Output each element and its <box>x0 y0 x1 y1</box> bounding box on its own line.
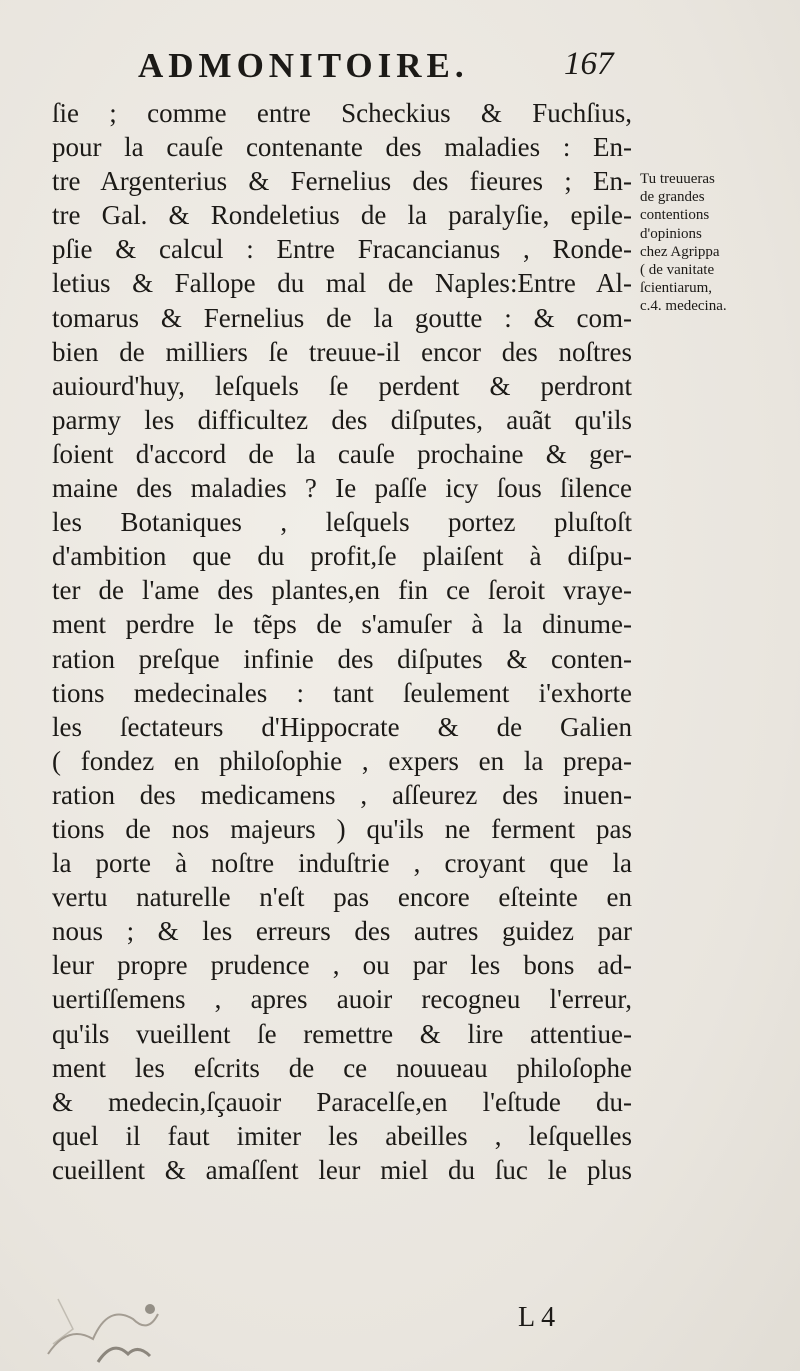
text-line: la porte à noſtre induſtrie , croyant que la <box>52 848 632 879</box>
text-line: les Botaniques , leſquels portez pluſtoſt <box>52 507 632 538</box>
text-line: & medecin,ſçauoir Paracelſe,en l'eſtude du- <box>52 1086 632 1117</box>
text-line: pour la cauſe contenante des maladies : En- <box>52 132 632 163</box>
text-line: quel il faut imiter les abeilles , leſquelles <box>52 1120 632 1151</box>
text-line: ter de l'ame des plantes,en fin ce ſeroit vraye- <box>52 575 632 606</box>
margin-note-line: chez Agrippa <box>640 243 720 260</box>
page-number: 167 <box>564 46 614 82</box>
text-line: maine des maladies ? Ie paſſe icy ſous ſilence <box>52 473 632 504</box>
text-line: pſie & calcul : Entre Fracancianus , Ronde- <box>52 234 632 265</box>
text-line: tions de nos majeurs ) qu'ils ne ferment pas <box>52 813 632 844</box>
margin-note-line: ſcientiarum, <box>640 280 713 297</box>
text-line: letius & Fallope du mal de Naples:Entre Al- <box>52 268 632 299</box>
text-line: tions medecinales : tant ſeulement i'exhorte <box>52 677 632 708</box>
text-line: ment perdre le tẽps de s'amuſer à la dinume- <box>52 609 632 640</box>
text-line: auiourd'huy, leſquels ſe perdent & perdront <box>52 370 632 401</box>
text-line: ſoient d'accord de la cauſe prochaine & ger- <box>52 438 632 469</box>
text-line: ment les eſcrits de ce nouueau philoſophe <box>52 1052 632 1083</box>
margin-note-line: c.4. medecina. <box>640 298 727 315</box>
text-line: tre Gal. & Rondeletius de la paralyſie, epile- <box>52 200 632 231</box>
text-line: ſie ; comme entre Scheckius & Fuchſius, <box>52 98 632 128</box>
text-line: leur propre prudence , ou par les bons ad- <box>52 950 632 981</box>
margin-note-line: d'opinions <box>640 225 702 242</box>
text-line: ( fondez en philoſophie , expers en la prepa- <box>52 745 632 776</box>
margin-note-line: contentions <box>640 207 710 224</box>
damaged-ornament-icon <box>38 1284 208 1364</box>
text-line: d'ambition que du profit,ſe plaiſent à diſpu- <box>52 541 632 572</box>
text-line: cueillent & amaſſent leur miel du ſuc le plus <box>52 1154 632 1185</box>
margin-note-line: ( de vanitate <box>640 261 715 278</box>
text-line: ration preſque infinie des diſputes & conten- <box>52 643 632 674</box>
running-title: ADMONITOIRE. <box>138 46 469 85</box>
margin-note <box>640 170 790 316</box>
text-line: bien de milliers ſe treuue-il encor des noſtres <box>52 336 632 367</box>
margin-note-line: de grandes <box>640 189 705 206</box>
text-line: ration des medicamens , aſſeurez des inuen- <box>52 779 632 810</box>
page-header <box>0 46 800 86</box>
body-text <box>52 96 632 1187</box>
text-line: tomarus & Fernelius de la goutte : & com- <box>52 302 632 333</box>
signature-mark: L 4 <box>518 1302 556 1333</box>
text-line: nous ; & les erreurs des autres guidez par <box>52 916 632 947</box>
text-line: uertiſſemens , apres auoir recogneu l'erreur, <box>52 984 632 1015</box>
margin-note-line: Tu treuueras <box>640 171 715 187</box>
text-line: parmy les difficultez des diſputes, auãt qu'ils <box>52 404 632 435</box>
text-line: les ſectateurs d'Hippocrate & de Galien <box>52 711 632 742</box>
text-line: tre Argenterius & Fernelius des fieures ; En- <box>52 166 632 197</box>
text-line: vertu naturelle n'eſt pas encore eſteinte en <box>52 882 632 913</box>
text-line: qu'ils vueillent ſe remettre & lire attentiue- <box>52 1018 632 1049</box>
